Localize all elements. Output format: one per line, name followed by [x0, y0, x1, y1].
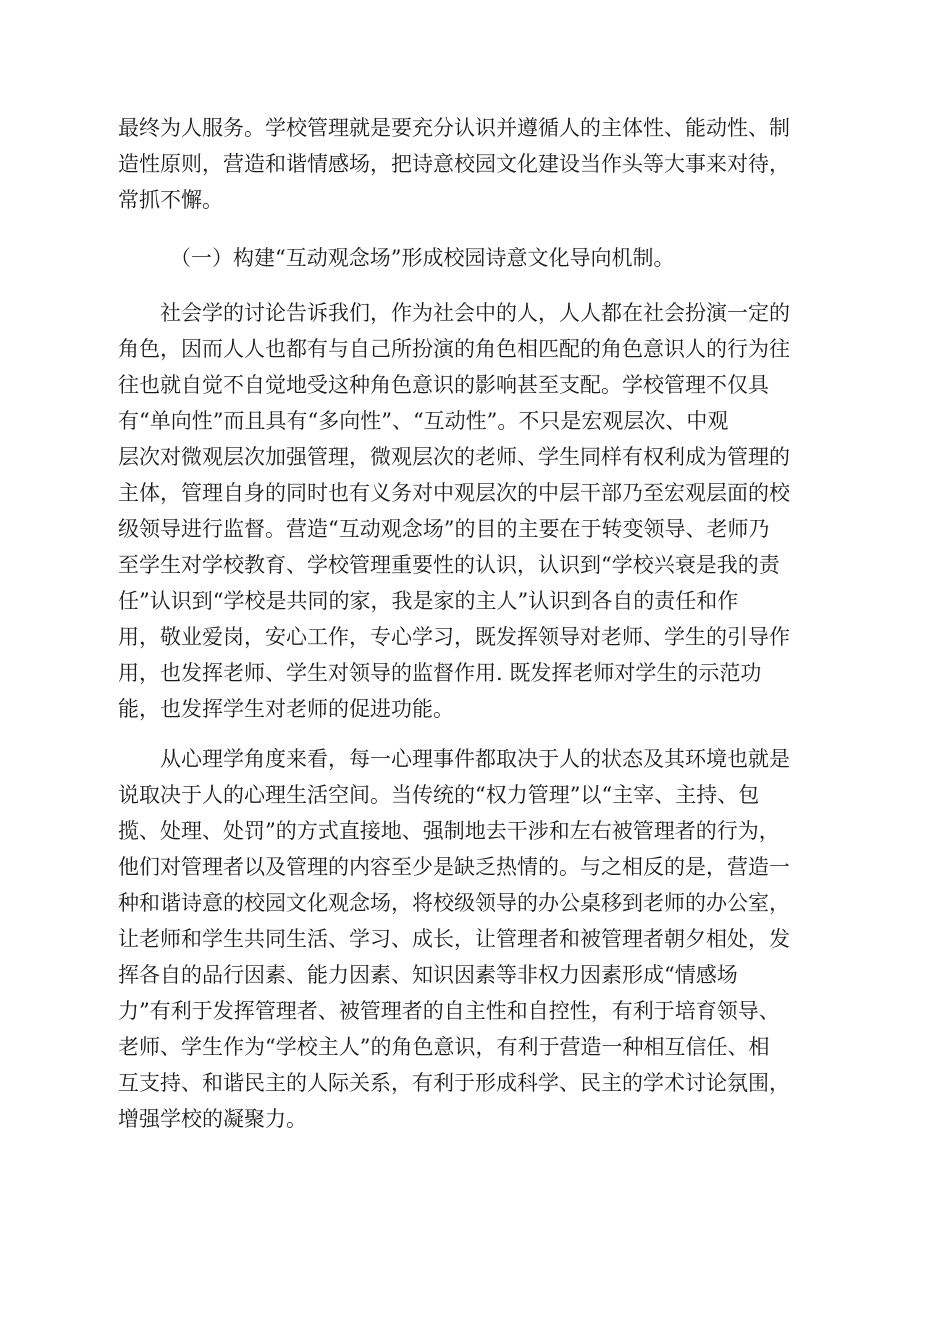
text-line: 角色，因而人人也都有与自己所扮演的角色相匹配的角色意识人的行为往	[118, 337, 790, 361]
text-line: 用，敬业爱岗，安心工作，专心学习，既发挥领导对老师、学生的引导作	[118, 625, 790, 649]
text-line: 社会学的讨论告诉我们，作为社会中的人，人人都在社会扮演一定的	[118, 301, 790, 325]
text-line: 种和谐诗意的校园文化观念场，将校级领导的办公桌移到老师的办公室，	[118, 891, 790, 915]
text-line: 常抓不懈。	[118, 188, 223, 212]
text-line: 造性原则，营造和谐情感场，把诗意校园文化建设当作头等大事来对待，	[118, 152, 790, 176]
text-line: 揽、处理、处罚”的方式直接地、强制地去干涉和左右被管理者的行为，	[118, 819, 780, 843]
text-line: 说取决于人的心理生活空间。当传统的“权力管理”以“主宰、主持、包	[118, 783, 760, 807]
text-line: 主体，管理自身的同时也有义务对中观层次的中层干部乃至宏观层面的校	[118, 481, 790, 505]
text-line: 他们对管理者以及管理的内容至少是缺乏热情的。与之相反的是，营造一	[118, 855, 790, 879]
text-line: 挥各自的品行因素、能力因素、知识因素等非权力因素形成“情感场	[118, 963, 738, 987]
text-line: 级领导进行监督。营造“互动观念场”的目的主要在于转变领导、老师乃	[118, 517, 770, 541]
text-line: 用，也发挥老师、学生对领导的监督作用. 既发挥老师对学生的示范功	[118, 661, 762, 685]
text-line: 任”认识到“学校是共同的家，我是家的主人”认识到各自的责任和作	[118, 589, 739, 613]
text-line: 互支持、和谐民主的人际关系，有利于形成科学、民主的学术讨论氛围，	[118, 1071, 790, 1095]
text-line: 最终为人服务。学校管理就是要充分认识并遵循人的主体性、能动性、制	[118, 116, 790, 140]
text-line: 增强学校的凝聚力。	[118, 1107, 307, 1131]
text-line: 力”有利于发挥管理者、被管理者的自主性和自控性，有利于培育领导、	[118, 999, 780, 1023]
text-line: 往也就自觉不自觉地受这种角色意识的影响甚至支配。学校管理不仅具	[118, 373, 769, 397]
text-line: 从心理学角度来看，每一心理事件都取决于人的状态及其环境也就是	[118, 747, 790, 771]
text-line: 层次对微观层次加强管理，微观层次的老师、学生同样有权利成为管理的	[118, 445, 790, 469]
section-heading	[118, 240, 838, 276]
text-line: 老师、学生作为“学校主人”的角色意识，有利于营造一种相互信任、相	[118, 1035, 770, 1059]
text-line: 让老师和学生共同生活、学习、成长，让管理者和被管理者朝夕相处，发	[118, 927, 790, 951]
heading-line: （一）构建“互动观念场”形成校园诗意文化导向机制。	[170, 246, 675, 270]
paragraph-sociology	[118, 295, 838, 727]
text-line: 能，也发挥学生对老师的促进功能。	[118, 697, 454, 721]
paragraph-intro	[118, 110, 838, 218]
paragraph-psychology	[118, 741, 838, 1137]
text-line: 有“单向性”而且具有“多向性”、“互动性”。不只是宏观层次、中观	[118, 409, 729, 433]
text-line: 至学生对学校教育、学校管理重要性的认识，认识到“学校兴衰是我的责	[118, 553, 780, 577]
